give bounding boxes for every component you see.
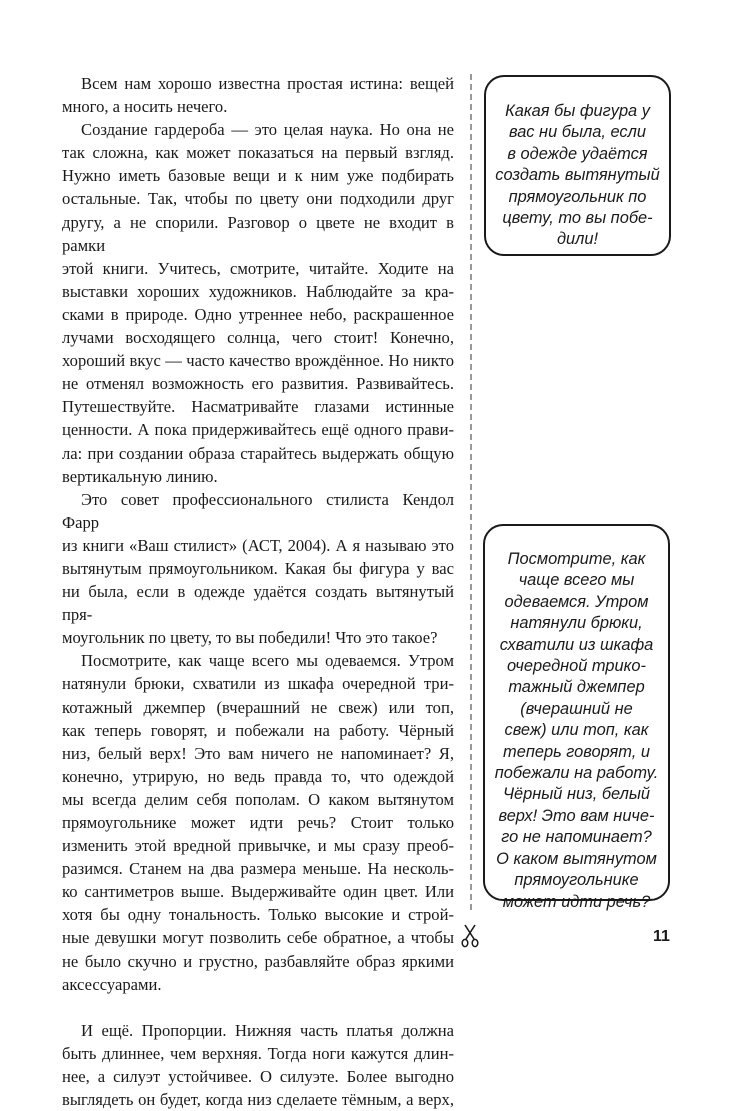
text-line: И ещё. Пропорции. Нижняя часть платья должна [81, 1020, 454, 1040]
paragraph-stylist-advice [62, 488, 454, 650]
text-line: Создание гардероба — это целая наука. Но она не [81, 120, 454, 140]
text-line: ни была, если в одежде удаётся создать вытянутый пря- [62, 582, 454, 625]
paragraph-proportions [62, 1019, 454, 1111]
text-line: остальные. Так, чтобы по цвету они подходили друг [62, 189, 454, 209]
text-line: выставки хороших художников. Наблюдайте за кра- [62, 281, 454, 301]
callout-line: прямоугольнике [514, 871, 639, 890]
callout-line: одеваемся. Утром [504, 592, 649, 611]
callout-line: очередной трико- [507, 657, 646, 676]
callout-line: свеж) или топ, как [504, 721, 649, 740]
callout-box-figure [484, 75, 671, 256]
text-line: конечно, утрирую, но ведь правда то, что одеждой [62, 766, 454, 786]
text-line: из книги «Ваш стилист» (АСТ, 2004). А я называю это [62, 535, 454, 555]
paragraph-intro [62, 72, 454, 118]
text-line: моугольник по цвету, то вы победили! Что это такое? [62, 628, 438, 648]
text-line: котажный джемпер (вчерашний не свеж) или топ, [62, 697, 454, 717]
text-line: выглядеть он будет, когда низ сделаете тёмным, а верх, [62, 1090, 454, 1110]
callout-line: Чёрный низ, белый [502, 785, 651, 804]
callout-box-dressing [483, 524, 670, 911]
callout-line: Посмотрите, как [507, 550, 646, 568]
text-line: сками в природе. Одно утреннее небо, раскрашенное [62, 304, 454, 324]
text-line: Посмотрите, как чаще всего мы одеваемся. Утром [81, 651, 454, 671]
text-line: нее, а силуэт устойчивее. О силуэте. Более выгодно [62, 1066, 454, 1086]
callout-line: может идти речь? [502, 892, 651, 911]
text-line: много, а носить нечего. [62, 97, 228, 117]
text-line: аксессуарами. [62, 974, 162, 994]
text-line: разимся. Станем на два размера меньше. На несколь- [62, 859, 454, 879]
callout-line: прямоугольник по [508, 187, 647, 206]
paragraph-wardrobe [62, 118, 454, 488]
callout-line: цвету, то вы побе- [502, 209, 653, 228]
callout-line: верх! Это вам ниче- [498, 806, 655, 825]
scissors-icon [461, 924, 479, 948]
text-line: Путешествуйте. Насматривайте глазами истинные [62, 397, 454, 417]
text-line: Всем нам хорошо известна простая истина: вещей [81, 74, 454, 93]
text-line: не отменял возможность его развития. Развивайтесь. [62, 374, 454, 394]
main-text-column [62, 72, 454, 1111]
callout-line: теперь говорят, и [503, 742, 650, 761]
text-line: ко сантиметров выше. Выдерживайте один цвет. Или [62, 882, 454, 902]
callout-line: (вчерашний не [520, 699, 633, 718]
callout-line: го не напоминает? [501, 828, 652, 847]
callout-line: О каком вытянутом [496, 849, 657, 868]
callout-line: натянули брюки, [510, 614, 643, 633]
text-line: натянули брюки, схватили из шкафа очередной три- [62, 674, 454, 694]
text-line: так сложна, как может показаться на первый взгляд. [62, 143, 454, 163]
text-line: Нужно иметь базовые вещи и к ним уже подбирать [62, 166, 454, 186]
text-line: прямоугольнике может идти речь? Стоит только [62, 813, 454, 832]
callout-line: схватили из шкафа [499, 635, 654, 654]
cut-line-divider [470, 74, 472, 910]
text-line: хотя бы одну тональность. Только высокие и строй- [62, 905, 454, 925]
text-line: этой книги. Учитесь, смотрите, читайте. Ходите на [62, 258, 454, 278]
text-line: ла: при создании образа старайтесь выдержать общую [62, 443, 454, 463]
text-line: хороший вкус — часто качество врождённое. Но никто [62, 351, 454, 371]
text-line: мы всегда делим себя пополам. О каком вытянутом [62, 789, 454, 809]
callout-line: в одежде удаётся [507, 144, 648, 163]
text-line: изменить этой вредной привычке, и мы сразу преоб- [62, 836, 454, 856]
callout-line: дили! [556, 230, 599, 249]
paragraph-how-we-dress [62, 649, 454, 995]
text-line: вытянутым прямоугольником. Какая бы фигура у вас [62, 558, 454, 578]
callout-line: побежали на работу. [494, 764, 659, 783]
page-number: 11 [653, 928, 670, 945]
callout-line: тажный джемпер [508, 678, 645, 697]
callout-line: вас ни была, если [509, 123, 646, 142]
callout-line: Какая бы фигура у [505, 102, 650, 120]
text-line: быть длиннее, чем верхняя. Тогда ноги кажутся длин- [62, 1043, 454, 1063]
text-line: ценности. А пока придерживайтесь ещё одного прави- [62, 420, 454, 440]
text-line: не было скучно и грустно, разбавляйте образ яркими [62, 951, 454, 971]
text-line: как теперь говорят, и побежали на работу. Чёрный [62, 720, 454, 740]
text-line: Это совет профессионального стилиста Кендол Фарр [62, 489, 454, 532]
text-line: низ, белый верх! Это вам ничего не напоминает? Я, [62, 743, 454, 763]
text-line: вертикальную линию. [62, 466, 218, 486]
text-line: лучами восходящего солнца, чего стоит! Конечно, [62, 328, 454, 348]
text-line: другу, а не спорили. Разговор о цвете не входит в рамки [62, 212, 454, 255]
callout-line: создать вытянутый [495, 166, 660, 185]
callout-line: чаще всего мы [518, 571, 635, 590]
text-line: ные девушки могут позволить себе обратное, а чтобы [62, 928, 454, 948]
